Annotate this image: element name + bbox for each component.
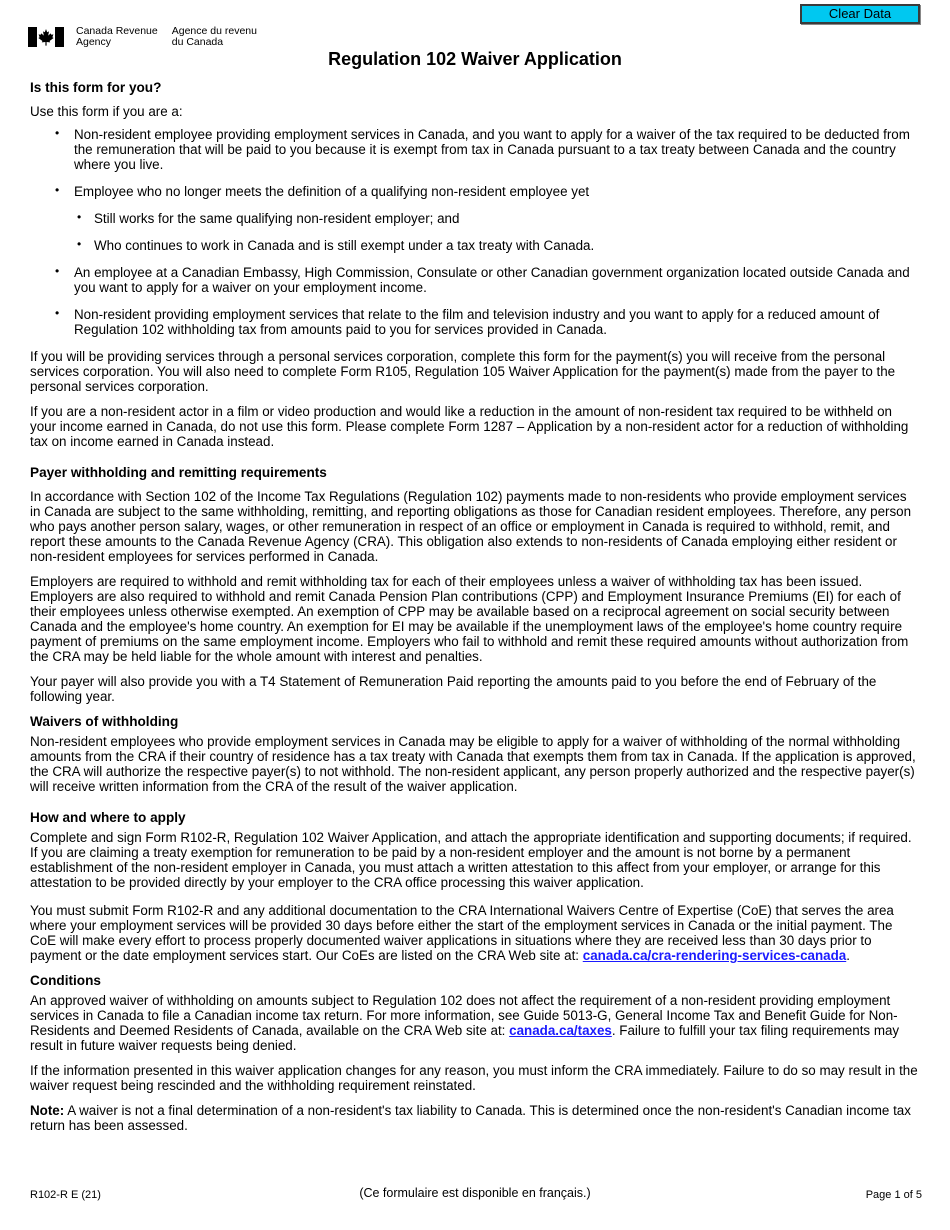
form-instructions bbox=[30, 80, 920, 1143]
eligibility-list bbox=[30, 127, 920, 337]
payer-paragraph: Your payer will also provide you with a T4 Statement of Remuneration Paid reporting the amounts paid to you before the end of February of the following year. bbox=[30, 674, 877, 704]
apply-paragraph: You must submit Form R102-R and any additional documentation to the CRA International Waivers Centre of Expertise (CoE) that serves the area where your employment services will be provided 30 days before either the start of the employment services in Canada or the initial payment. The CoE will make every effort to process properly documented waiver applications in situations where they are received less than 30 days prior to payment or the date employment services start. Our CoEs are listed on the CRA Web site at: canada.ca/cra-rendering-services-canada. bbox=[30, 903, 894, 963]
payer-paragraph: In accordance with Section 102 of the Income Tax Regulations (Regulation 102) payments made to non-residents who provide employment services in Canada are subject to the same withholding, remitting, and reporting obligations as those for Canadian resident employees. Therefore, any person who pays another person salary, wages, or other remuneration in respect of an office or employment in Canada is required to withhold, remit, and report these amounts to the Canada Revenue Agency (CRA). This obligation also extends to non-residents of Canada employing either resident or non-resident employees for services performed in Canada. bbox=[30, 489, 912, 564]
list-item: • Non-resident employee providing employment services in Canada, and you want to apply for a waiver of the tax required to be deducted from the remuneration that will be paid to you because it is exempt from tax in Canada pursuant to a tax treaty between Canada and the country where you live. bbox=[30, 127, 920, 172]
heading-payer-withholding: Payer withholding and remitting requirements bbox=[30, 465, 327, 480]
heading-waivers: Waivers of withholding bbox=[30, 714, 179, 729]
french-availability-notice: (Ce formulaire est disponible en français.) bbox=[359, 1186, 591, 1200]
taxes-link[interactable]: canada.ca/taxes bbox=[509, 1023, 612, 1038]
coe-link[interactable]: canada.ca/cra-rendering-services-canada bbox=[582, 948, 847, 963]
conditions-paragraph: If the information presented in this waiver application changes for any reason, you must inform the CRA immediately. Failure to do so may result in the waiver request being rescinded and the withholding requirement reinstated. bbox=[30, 1063, 918, 1093]
agency-name-en: Canada Revenue Agency bbox=[76, 25, 158, 48]
intro-paragraph: If you are a non-resident actor in a film or video production and would like a reduction in the amount of non-resident tax required to be withheld on your income earned in Canada, do not use this form. Please complete Form 1287 – Application by a non-resident actor for a reduction of withholding tax on income earned in Canada instead. bbox=[30, 404, 909, 449]
list-item-text: Employee who no longer meets the definition of a qualifying non-resident employee yet bbox=[74, 184, 590, 199]
canada-flag-icon bbox=[28, 27, 64, 47]
sub-list bbox=[74, 211, 920, 253]
intro-paragraph: If you will be providing services through a personal services corporation, complete this form for the payment(s) you will receive from the personal services corporation. You will also need to complete Form R105, Regulation 105 Waiver Application for the payment(s) made from the payer to the personal services corporation. bbox=[30, 349, 896, 394]
note-paragraph: Note: A waiver is not a final determination of a non-resident's tax liability to Canada. This is determined once the non-resident's Canadian income tax return has been assessed. bbox=[30, 1103, 911, 1133]
payer-paragraph: Employers are required to withhold and remit withholding tax for each of their employees unless a waiver of withholding tax has been issued. Employers are also required to withhold and remit Canada Pension Plan contributions (CPP) and Employment Insurance Premiums (EI) for each of their employees unless otherwise exempted. An exemption of CPP may be available based on a reciprocal agreement on social security between Canada and the employee's home country. An exemption for EI may be available if the unemployment laws of the employee's home country require payment of premiums on the same employment income. Employers who fail to withhold and remit these required amounts without authorization from the CRA may be held liable for the whole amount with interest and penalties. bbox=[30, 574, 909, 664]
intro-lead: Use this form if you are a: bbox=[30, 104, 183, 119]
agency-name-fr: Agence du revenu du Canada bbox=[171, 25, 257, 48]
form-code: R102-R E (21) bbox=[30, 1189, 101, 1201]
list-item: • An employee at a Canadian Embassy, High Commission, Consulate or other Canadian government organization located outside Canada and you want to apply for a waiver on your employment income. bbox=[30, 265, 920, 295]
list-item bbox=[30, 184, 920, 253]
waivers-paragraph: Non-resident employees who provide employment services in Canada may be eligible to apply for a waiver of withholding of the normal withholding amounts from the CRA if their country of residence has a tax treaty with Canada that exempts them from tax in Canada. If the application is approved, the CRA will authorize the respective payer(s) to not withhold. The non-resident applicant, any person properly authorized and the respective payer(s) will receive written information from the CRA of the result of the waiver application. bbox=[30, 734, 916, 794]
conditions-paragraph: An approved waiver of withholding on amounts subject to Regulation 102 does not affect the requirement of a non-resident providing employment services in Canada to file a Canadian income tax return. For more information, see Guide 5013-G, General Income Tax and Benefit Guide for Non-Residents and Deemed Residents of Canada, available on the CRA Web site at: canada.ca/taxes. Failure to fulfill your tax filing requirements may result in future waiver requests being denied. bbox=[30, 993, 900, 1053]
clear-data-button[interactable]: Clear Data bbox=[800, 4, 920, 24]
sub-list-item: • Who continues to work in Canada and is still exempt under a tax treaty with Canada. bbox=[74, 238, 920, 253]
page-title: Regulation 102 Waiver Application bbox=[328, 49, 622, 69]
page-number: Page 1 of 5 bbox=[865, 1189, 922, 1201]
apply-paragraph: Complete and sign Form R102-R, Regulation 102 Waiver Application, and attach the appropriate identification and supporting documents; if required. If you are claiming a treaty exemption for remuneration to be paid by a non-resident employer and the amount is not borne by a permanent establishment of the non-resident employer in Canada, you must attach a written attestation to this affect from your employer, or arrange for this attestation to be provided directly by your employer to the CRA office processing this waiver application. bbox=[30, 830, 912, 890]
note-label: Note: bbox=[30, 1103, 65, 1118]
sub-list-item: • Still works for the same qualifying non-resident employer; and bbox=[74, 211, 920, 226]
list-item: • Non-resident providing employment services that relate to the film and television industry and you want to apply for a reduced amount of Regulation 102 withholding tax from amounts paid to you for services provided in Canada. bbox=[30, 307, 920, 337]
heading-conditions: Conditions bbox=[30, 973, 101, 988]
heading-how-to-apply: How and where to apply bbox=[30, 810, 186, 825]
cra-signature bbox=[28, 26, 271, 48]
heading-is-this-form-for-you: Is this form for you? bbox=[30, 80, 162, 95]
